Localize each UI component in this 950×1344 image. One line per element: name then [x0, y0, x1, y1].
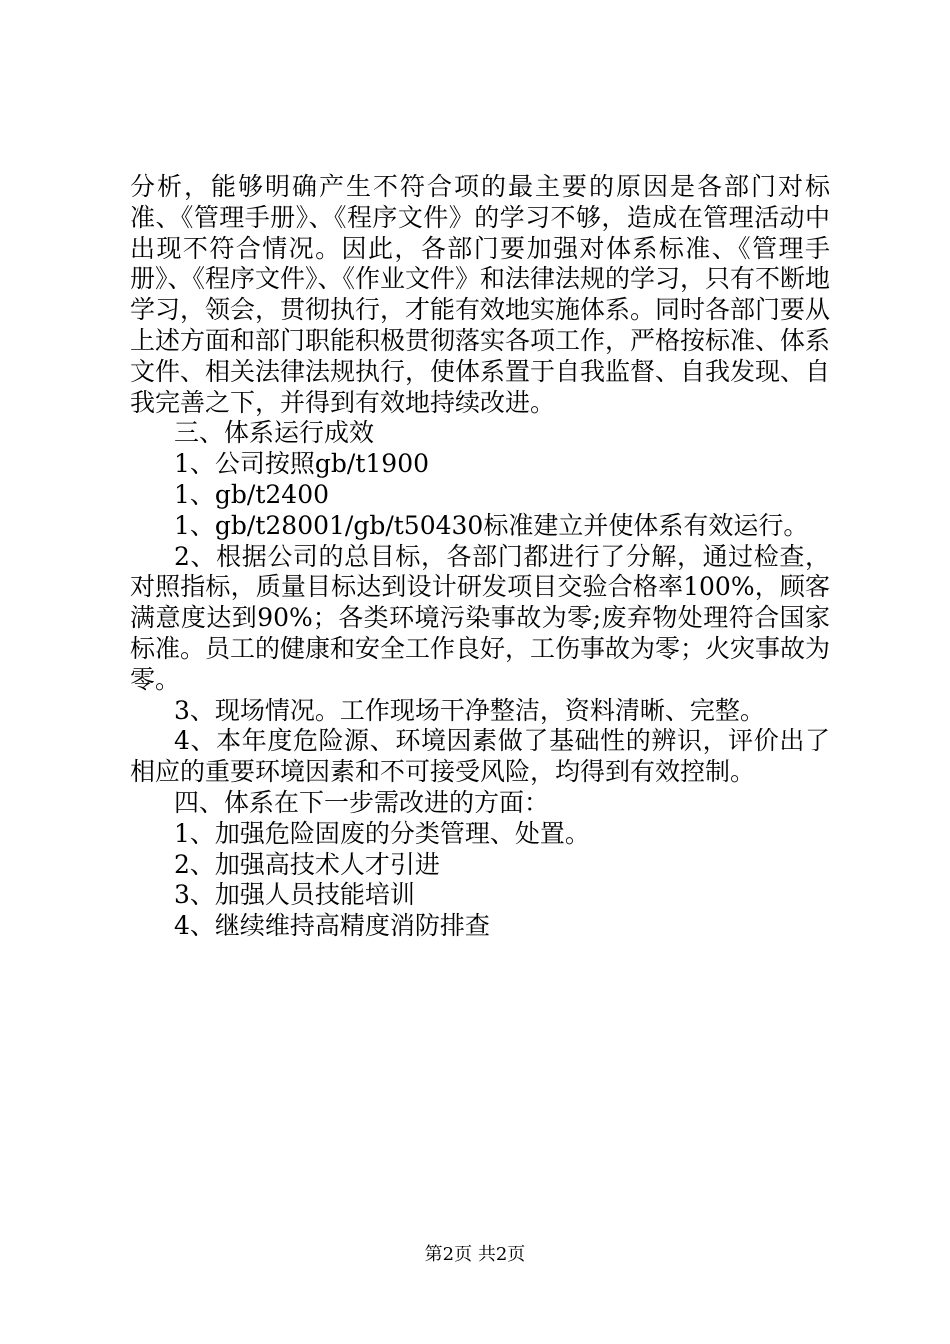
page-footer: 第2页 共2页 — [424, 1244, 526, 1265]
list-item: 4、本年度危险源、环境因素做了基础性的辨识，评价出了相应的重要环境因素和不可接受风险，均得到有效控制。 — [130, 726, 830, 787]
list-item: 1、gb/t2400 — [174, 479, 330, 509]
list-item: 1、gb/t28001/gb/t50430标准建立并使体系有效运行。 — [174, 510, 809, 540]
paragraph-analysis: 分析，能够明确产生不符合项的最主要的原因是各部门对标准、《管理手册》、《程序文件》的学习不够，造成在管理活动中出现不符合情况。因此，各部门要加强对体系标准、《管理手册》、《程序文件》、《作业文件》和法律法规的学习，只有不断地学习，领会，贯彻执行，才能有效地实施体系。同时各部门要从上述方面和部门职能积极贯彻落实各项工作，严格按标准、体系文件、相关法律法规执行，使体系置于自我监督、自我发现、自我完善之下，并得到有效地持续改进。 — [130, 172, 831, 417]
list-item: 2、根据公司的总目标，各部门都进行了分解，通过检查，对照指标，质量目标达到设计研发项目交验合格率100%，顾客满意度达到90%；各类环境污染事故为零;废弃物处理符合国家标准。员工的健康和安全工作良好，工伤事故为零；火灾事故为零。 — [130, 541, 831, 694]
heading-section-four: 四、体系在下一步需改进的方面： — [174, 787, 550, 817]
list-item: 1、公司按照gb/t1900 — [174, 449, 430, 479]
list-item: 3、现场情况。工作现场干净整洁，资料清晰、完整。 — [174, 695, 765, 725]
list-item: 2、加强高技术人才引进 — [174, 849, 440, 879]
list-item: 3、加强人员技能培训 — [174, 880, 415, 910]
list-item: 4、继续维持高精度消防排查 — [174, 911, 490, 941]
document-body — [130, 172, 830, 942]
list-item: 1、加强危险固废的分类管理、处置。 — [174, 818, 590, 848]
heading-section-three: 三、体系运行成效 — [174, 418, 375, 448]
